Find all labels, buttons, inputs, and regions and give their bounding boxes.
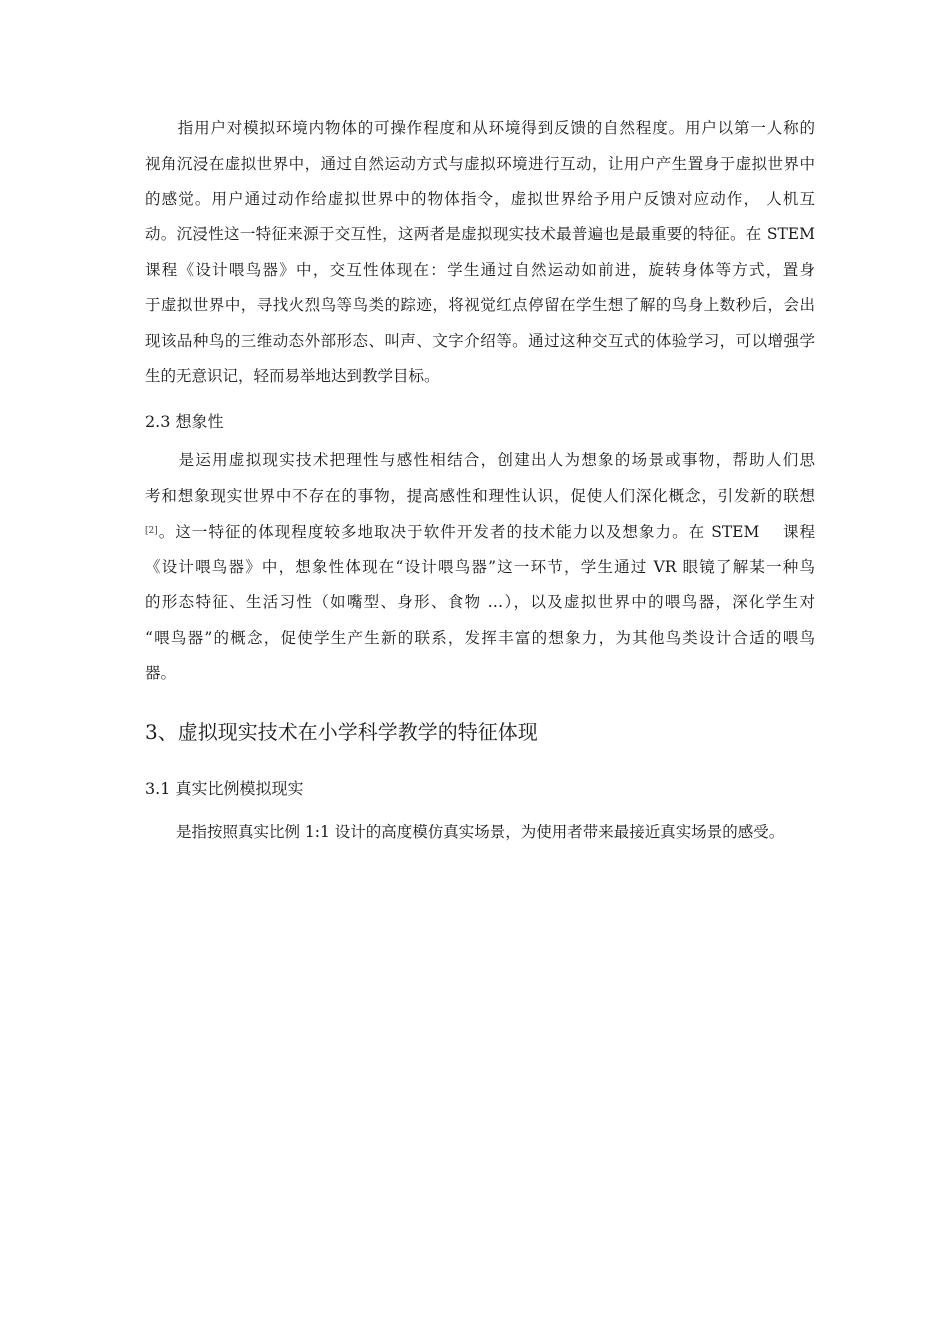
paragraph-line: 指用户对模拟环境内物体的可操作程度和从环境得到反馈的自然程度。用户以第一人称的 xyxy=(145,119,815,137)
paragraph-line: 的感觉。用户通过动作给虚拟世界中的物体指令，虚拟世界给予用户反馈对应动作， 人机互 xyxy=(145,190,815,208)
paragraph-line: 动。沉浸性这一特征来源于交互性，这两者是虚拟现实技术最普遍也是最重要的特征。在 STEM xyxy=(145,225,815,243)
paragraph-line: 的形态特征、生活习性（如嘴型、身形、食物 …），以及虚拟世界中的喂鸟器，深化学生对 xyxy=(145,593,815,611)
citation-marker: [2] xyxy=(145,526,158,536)
paragraph-line: 生的无意识记，轻而易举地达到教学目标。 xyxy=(145,367,440,385)
section-heading-3: 3、虚拟现实技术在小学科学教学的特征体现 xyxy=(145,720,538,744)
paragraph-line: 是运用虚拟现实技术把理性与感性相结合，创建出人为想象的场景或事物，帮助人们思 xyxy=(145,451,815,469)
section-heading-3-1: 3.1 真实比例模拟现实 xyxy=(145,779,304,798)
paragraph-text: 。这一特征的体现程度较多地取决于软件开发者的技术能力以及想象力。在 STEM 课程 xyxy=(157,523,815,541)
paragraph-line: 器。 xyxy=(145,664,177,682)
paragraph-line: 《设计喂鸟器》中，想象性体现在“设计喂鸟器”这一环节，学生通过 VR 眼镜了解某一种鸟 xyxy=(145,558,815,576)
paragraph-line: 现该品种鸟的三维动态外部形态、叫声、文字介绍等。通过这种交互式的体验学习，可以增强学 xyxy=(145,332,815,350)
section-heading-2-3: 2.3 想象性 xyxy=(145,412,224,431)
paragraph-line: 考和想象现实世界中不存在的事物，提高感性和理性认识，促使人们深化概念，引发新的联想 xyxy=(145,487,815,505)
paragraph-line: 是指按照真实比例 1:1 设计的高度模仿真实场景，为使用者带来最接近真实场景的感受。 xyxy=(145,823,785,841)
paragraph-line: 于虚拟世界中，寻找火烈鸟等鸟类的踪迹，将视觉红点停留在学生想了解的鸟身上数秒后，会出 xyxy=(145,296,815,314)
paragraph-line: 课程《设计喂鸟器》中，交互性体现在：学生通过自然运动如前进，旋转身体等方式，置身 xyxy=(145,261,815,279)
paragraph-line-with-citation xyxy=(145,521,815,542)
paragraph-line: 视角沉浸在虚拟世界中，通过自然运动方式与虚拟环境进行互动，让用户产生置身于虚拟世界中 xyxy=(145,155,815,173)
paragraph-line: “喂鸟器”的概念，促使学生产生新的联系，发挥丰富的想象力，为其他鸟类设计合适的喂鸟 xyxy=(145,629,815,647)
